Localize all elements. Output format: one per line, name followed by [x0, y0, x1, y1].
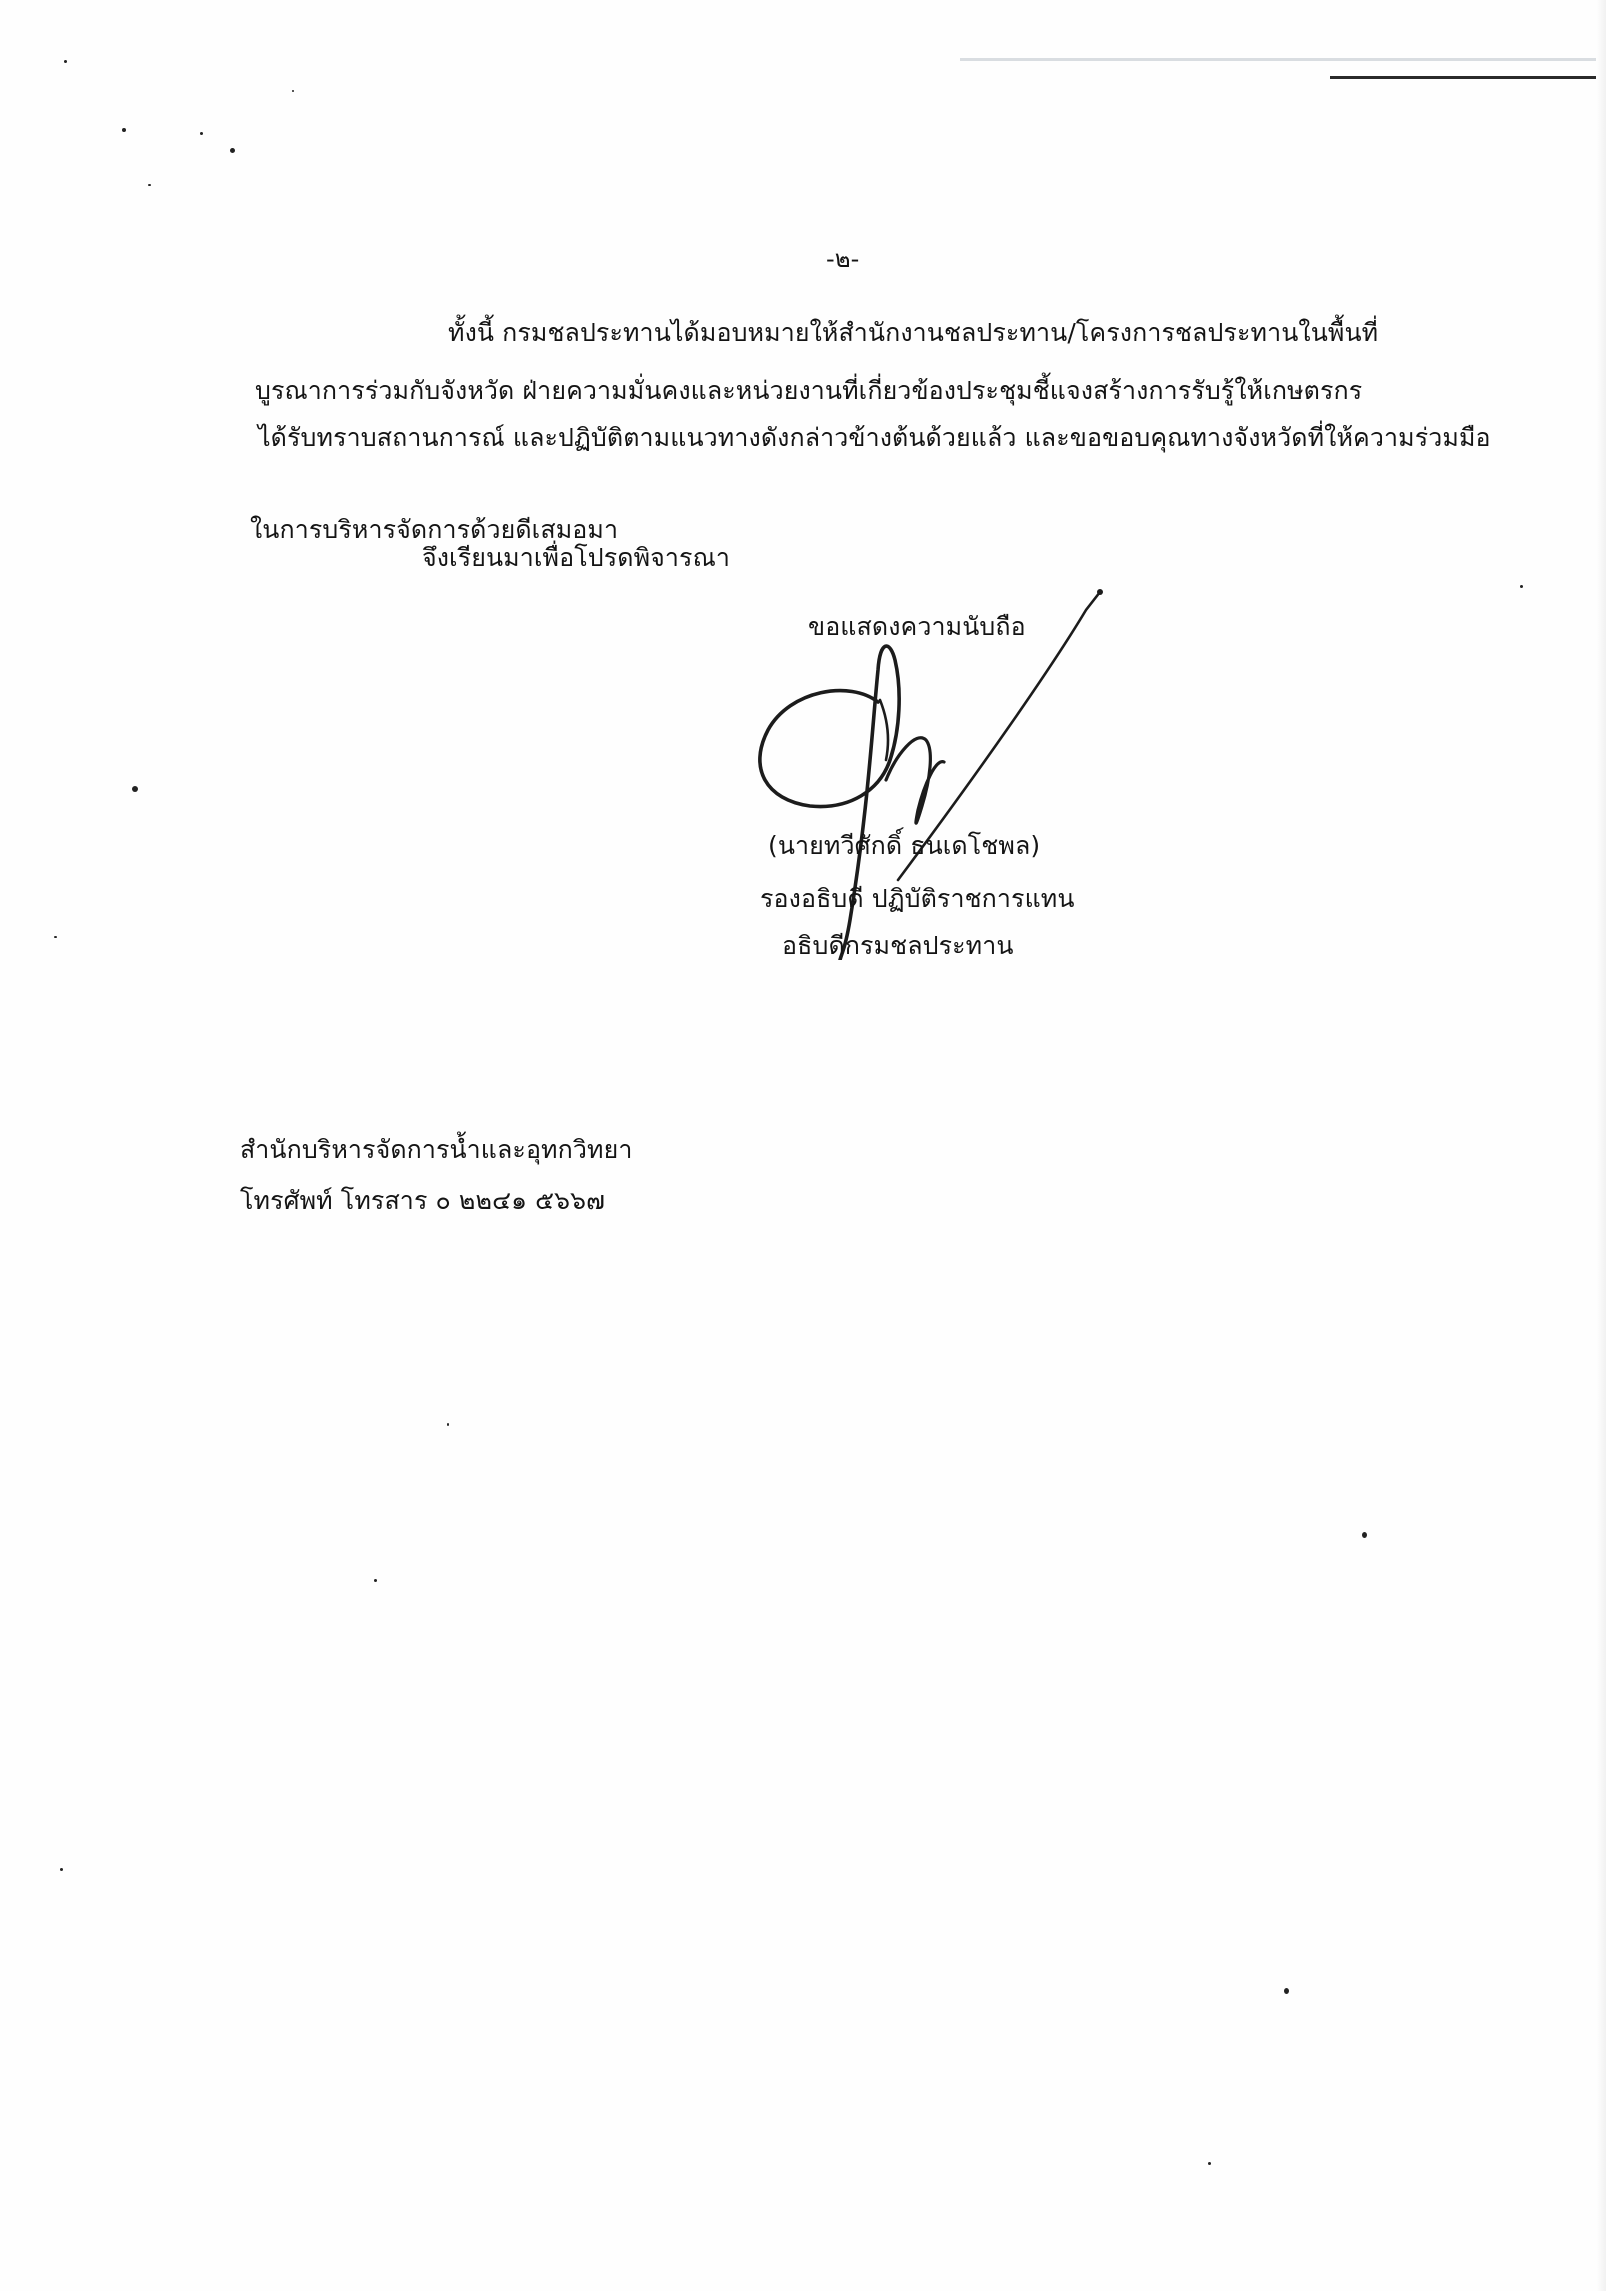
scan-speck	[1284, 1988, 1289, 1994]
body-paragraph-line: ในการบริหารจัดการด้วยดีเสมอมา	[250, 515, 619, 544]
signer-name: (นายทวีศักดิ์ ธนเดโชพล)	[768, 831, 1041, 860]
body-paragraph-line: บูรณาการร่วมกับจังหวัด ฝ่ายความมั่นคงและหน่วยงานที่เกี่ยวข้องประชุมชี้แจงสร้างการรับรู้ให้เกษตรกร	[255, 376, 1363, 405]
scan-speck	[374, 1579, 377, 1582]
footer-office-name: สำนักบริหารจัดการน้ำและอุทกวิทยา	[240, 1135, 633, 1164]
scan-speck	[1208, 2162, 1211, 2165]
body-paragraph-line: ทั้งนี้ กรมชลประทานได้มอบหมายให้สำนักงานชลประทาน/โครงการชลประทานในพื้นที่	[448, 318, 1379, 347]
scan-speck	[132, 786, 138, 792]
footer-phone: โทรศัพท์ โทรสาร ๐ ๒๒๔๑ ๕๖๖๗	[240, 1186, 605, 1215]
body-paragraph-line: ได้รับทราบสถานการณ์ และปฏิบัติตามแนวทางดังกล่าวข้างต้นด้วยแล้ว และขอขอบคุณทางจังหวัดที่ให้ความร่วมมือ	[258, 423, 1491, 452]
complimentary-close: ขอแสดงความนับถือ	[808, 612, 1026, 641]
scan-speck	[1362, 1532, 1367, 1538]
scan-speck	[447, 1423, 449, 1426]
scan-edge	[1330, 76, 1606, 79]
closing-request: จึงเรียนมาเพื่อโปรดพิจารณา	[422, 543, 731, 572]
signer-position: อธิบดีกรมชลประทาน	[782, 931, 1014, 960]
scan-speck	[200, 132, 203, 135]
scan-speck	[122, 128, 126, 132]
scan-speck	[1520, 585, 1523, 588]
signer-position: รองอธิบดี ปฏิบัติราชการแทน	[760, 884, 1075, 913]
scan-speck	[148, 184, 151, 186]
scan-speck	[60, 1868, 63, 1871]
scan-speck	[54, 936, 57, 938]
scan-speck	[292, 90, 294, 92]
scan-speck	[64, 60, 67, 63]
scan-edge	[960, 58, 1606, 61]
scan-speck	[230, 148, 235, 153]
scan-edge	[1596, 0, 1606, 2291]
page-number: -๒-	[826, 245, 860, 273]
